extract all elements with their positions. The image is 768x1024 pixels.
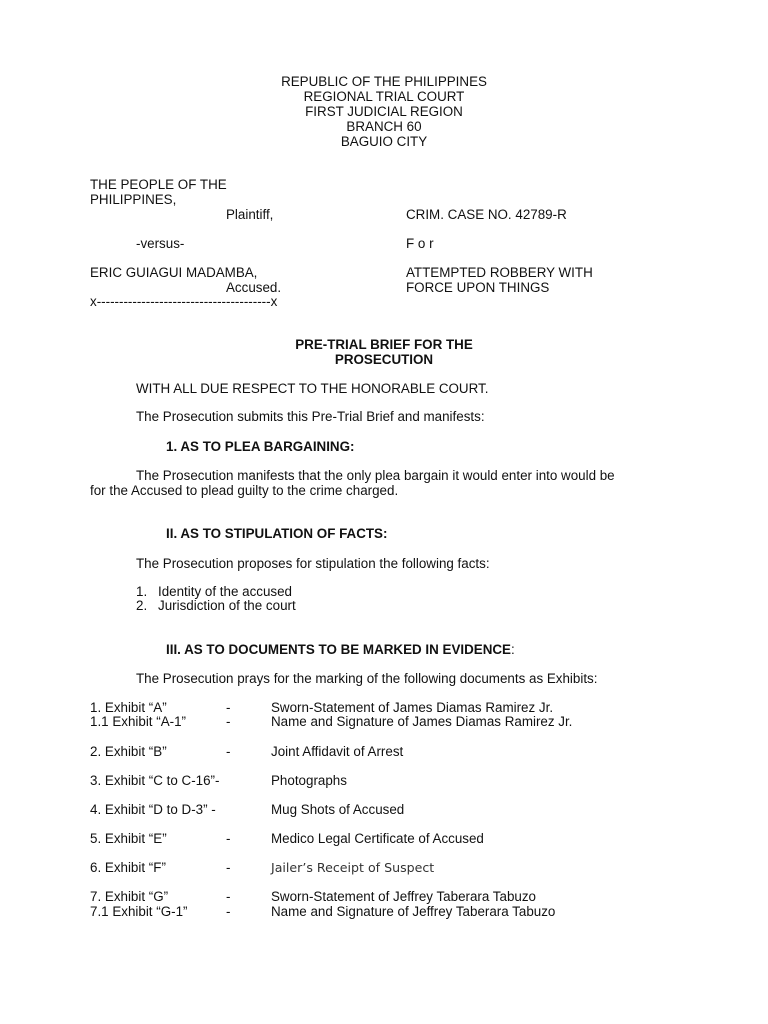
plaintiff-name-line1: THE PEOPLE OF THE — [90, 177, 227, 192]
fact-text: Identity of the accused — [158, 584, 292, 599]
case-number: CRIM. CASE NO. 42789-R — [406, 207, 567, 222]
fact-number: 2. — [136, 598, 148, 613]
section3-heading-text: III. AS TO DOCUMENTS TO BE MARKED IN EVIDENCE — [166, 642, 511, 657]
section2-heading: II. AS TO STIPULATION OF FACTS: — [166, 526, 388, 541]
section1-heading: 1. AS TO PLEA BARGAINING: — [166, 439, 355, 454]
exhibit-description: Photographs — [271, 773, 347, 788]
section3-heading-colon: : — [510, 642, 515, 657]
salutation: WITH ALL DUE RESPECT TO THE HONORABLE COURT. — [136, 381, 489, 396]
exhibit-label: 4. Exhibit “D to D-3” - — [90, 802, 216, 817]
exhibit-label: 7.1 Exhibit “G-1” — [90, 904, 188, 919]
exhibit-label: 7. Exhibit “G” — [90, 889, 169, 904]
intro-text: The Prosecution submits this Pre-Trial Brief and manifests: — [136, 409, 485, 424]
exhibit-label: 2. Exhibit “B” — [90, 744, 167, 759]
crime-line1: ATTEMPTED ROBBERY WITH — [406, 265, 593, 280]
section3-intro: The Prosecution prays for the marking of the following documents as Exhibits: — [136, 671, 598, 686]
court-header-city: BAGUIO CITY — [340, 134, 428, 149]
exhibit-description: Name and Signature of James Diamas Ramirez Jr. — [271, 714, 573, 729]
exhibit-label: 6. Exhibit “F” — [90, 860, 166, 875]
for-label: F o r — [406, 236, 434, 251]
court-header-region: FIRST JUDICIAL REGION — [305, 104, 463, 119]
section2-intro: The Prosecution proposes for stipulation the following facts: — [136, 556, 490, 571]
exhibit-description: Sworn-Statement of James Diamas Ramirez Jr. — [271, 700, 554, 715]
exhibit-description: Joint Affidavit of Arrest — [271, 744, 404, 759]
section1-text-line2: for the Accused to plead guilty to the crime charged. — [90, 483, 399, 498]
versus-label: -versus- — [136, 236, 185, 251]
court-header-branch: BRANCH 60 — [346, 119, 422, 134]
exhibit-description: Mug Shots of Accused — [271, 802, 405, 817]
document-title-line1: PRE-TRIAL BRIEF FOR THE — [295, 337, 473, 352]
exhibit-dash: - — [226, 904, 231, 919]
exhibit-description: Sworn-Statement of Jeffrey Taberara Tabuzo — [271, 889, 536, 904]
exhibit-dash: - — [226, 700, 231, 715]
court-header-rtc: REGIONAL TRIAL COURT — [303, 89, 465, 104]
exhibit-label: 1. Exhibit “A” — [90, 700, 167, 715]
accused-name: ERIC GUIAGUI MADAMBA, — [90, 265, 258, 280]
exhibit-description: Jailer’s Receipt of Suspect — [271, 860, 435, 875]
exhibit-label: 1.1 Exhibit “A-1” — [90, 714, 187, 729]
plaintiff-role: Plaintiff, — [226, 207, 274, 222]
fact-text: Jurisdiction of the court — [158, 598, 296, 613]
fact-number: 1. — [136, 584, 148, 599]
court-header-republic: REPUBLIC OF THE PHILIPPINES — [281, 74, 487, 89]
exhibit-dash: - — [226, 860, 231, 875]
section3-heading — [166, 642, 515, 657]
section1-text-line1: The Prosecution manifests that the only plea bargain it would enter into would be — [136, 468, 615, 483]
accused-role: Accused. — [226, 280, 282, 295]
exhibit-label: 3. Exhibit “C to C-16”- — [90, 773, 220, 788]
document-title-line2: PROSECUTION — [334, 352, 434, 367]
exhibit-description: Medico Legal Certificate of Accused — [271, 831, 484, 846]
exhibit-dash: - — [226, 831, 231, 846]
exhibit-description: Name and Signature of Jeffrey Taberara Tabuzo — [271, 904, 556, 919]
exhibit-dash: - — [226, 889, 231, 904]
exhibit-dash: - — [226, 714, 231, 729]
exhibit-dash: - — [226, 744, 231, 759]
caption-divider: x---------------------------------------x — [90, 294, 278, 309]
exhibit-label: 5. Exhibit “E” — [90, 831, 167, 846]
crime-line2: FORCE UPON THINGS — [406, 280, 550, 295]
plaintiff-name-line2: PHILIPPINES, — [90, 192, 177, 207]
